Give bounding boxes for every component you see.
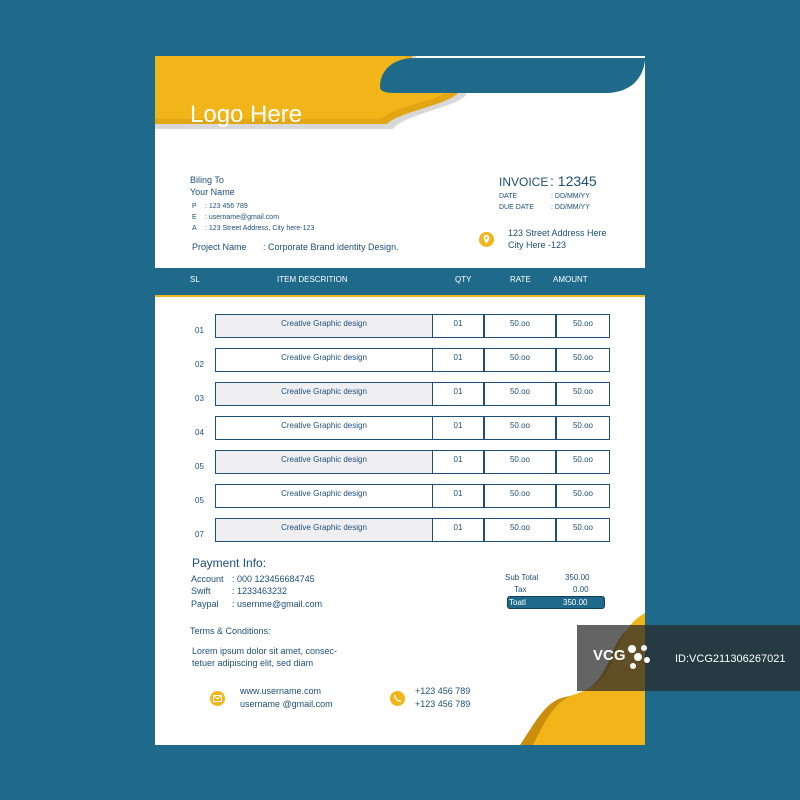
- subtotal-label: Sub Total: [505, 573, 539, 582]
- row-amount: 50.oo: [556, 518, 610, 542]
- header-qty: QTY: [455, 275, 472, 284]
- swift-value: : 1233463232: [232, 586, 288, 596]
- row-rate: 50.oo: [484, 416, 556, 440]
- email-label: E: [192, 214, 197, 221]
- row-qty: 01: [432, 518, 484, 542]
- project-label: Project Name: [192, 242, 247, 252]
- phone-label: P: [192, 203, 197, 210]
- row-rate: 50.oo: [484, 518, 556, 542]
- row-sl: 05: [195, 496, 204, 505]
- row-qty: 01: [432, 484, 484, 508]
- table-header: [155, 268, 645, 295]
- total-value: 350.00: [563, 598, 588, 607]
- payment-heading: Payment Info:: [192, 556, 267, 570]
- row-amount: 50.oo: [556, 416, 610, 440]
- row-description: Creative Graphic design: [215, 518, 433, 542]
- billing-name: Your Name: [190, 187, 235, 197]
- row-qty: 01: [432, 382, 484, 406]
- subtotal-value: 350.00: [565, 573, 590, 582]
- row-rate: 50.oo: [484, 484, 556, 508]
- due-date-label: DUE DATE: [499, 204, 534, 211]
- paypal-label: Paypal: [191, 599, 219, 609]
- row-description: Creative Graphic design: [215, 382, 433, 406]
- row-sl: 03: [195, 394, 204, 403]
- row-sl: 05: [195, 462, 204, 471]
- terms-heading: Terms & Conditions:: [190, 626, 271, 636]
- row-qty: 01: [432, 314, 484, 338]
- row-rate: 50.oo: [484, 382, 556, 406]
- row-amount: 50.oo: [556, 314, 610, 338]
- address-label: A: [192, 225, 197, 232]
- row-sl: 04: [195, 428, 204, 437]
- row-sl: 07: [195, 530, 204, 539]
- watermark-banner: [577, 625, 800, 691]
- header-description: ITEM DESCRITION: [277, 275, 348, 284]
- row-description: Creative Graphic design: [215, 314, 433, 338]
- logo-text: Logo Here: [190, 101, 303, 128]
- location-pin-icon: [479, 232, 494, 247]
- contact-phone1: +123 456 789: [415, 686, 471, 696]
- row-amount: 50.oo: [556, 382, 610, 406]
- row-amount: 50.oo: [556, 484, 610, 508]
- project-value: : Corporate Brand identity Design.: [263, 242, 399, 252]
- billing-address: : 123 Street Address, City here-123: [205, 225, 315, 232]
- date-label: DATE: [499, 193, 518, 200]
- due-date-value: : DD/MM/YY: [551, 204, 590, 211]
- total-label: Toatl: [509, 598, 526, 607]
- tax-label: Tax: [514, 585, 527, 594]
- account-value: : 000 123456684745: [232, 574, 315, 584]
- header-amount: AMOUNT: [553, 275, 588, 284]
- account-label: Account: [191, 574, 224, 584]
- row-amount: 50.oo: [556, 450, 610, 474]
- row-sl: 02: [195, 360, 204, 369]
- billing-email: : username@gmail.com: [205, 214, 280, 221]
- paypal-value: : usernme@gmail.com: [232, 599, 323, 609]
- row-sl: 01: [195, 326, 204, 335]
- contact-web[interactable]: www.username.com: [240, 686, 322, 696]
- row-description: Creative Graphic design: [215, 416, 433, 440]
- phone-icon: [390, 691, 405, 706]
- watermark-id: ID:VCG211306267021: [675, 653, 786, 665]
- header-underline: [155, 295, 645, 297]
- invoice-page: [155, 56, 645, 745]
- mail-icon: [210, 691, 225, 706]
- contact-phone2: +123 456 789: [415, 699, 471, 709]
- row-qty: 01: [432, 450, 484, 474]
- billing-phone: : 123 456 789: [205, 203, 248, 210]
- row-rate: 50.oo: [484, 348, 556, 372]
- row-description: Creative Graphic design: [215, 450, 433, 474]
- terms-line2: tetuer adipiscing elit, sed diam: [192, 658, 314, 668]
- watermark-brand: VCG: [593, 647, 626, 664]
- invoice-address-line1: 123 Street Address Here: [508, 228, 607, 238]
- contact-email[interactable]: username @gmail.com: [240, 699, 333, 709]
- billing-heading: Biling To: [190, 175, 224, 185]
- row-qty: 01: [432, 416, 484, 440]
- invoice-address-line2: City Here -123: [508, 240, 567, 250]
- row-rate: 50.oo: [484, 450, 556, 474]
- watermark-logo-icon: [625, 642, 653, 672]
- row-description: Creative Graphic design: [215, 484, 433, 508]
- invoice-number: : 12345: [550, 173, 597, 189]
- terms-line1: Lorem ipsum dolor sit amet, consec-: [192, 646, 338, 656]
- invoice-label: INVOICE: [499, 175, 549, 189]
- header-rate: RATE: [510, 275, 531, 284]
- date-value: : DD/MM/YY: [551, 193, 590, 200]
- row-description: Creative Graphic design: [215, 348, 433, 372]
- swift-label: Swift: [191, 586, 211, 596]
- row-amount: 50.oo: [556, 348, 610, 372]
- row-rate: 50.oo: [484, 314, 556, 338]
- row-qty: 01: [432, 348, 484, 372]
- header-sl: SL: [190, 275, 200, 284]
- tax-value: 0.00: [573, 585, 589, 594]
